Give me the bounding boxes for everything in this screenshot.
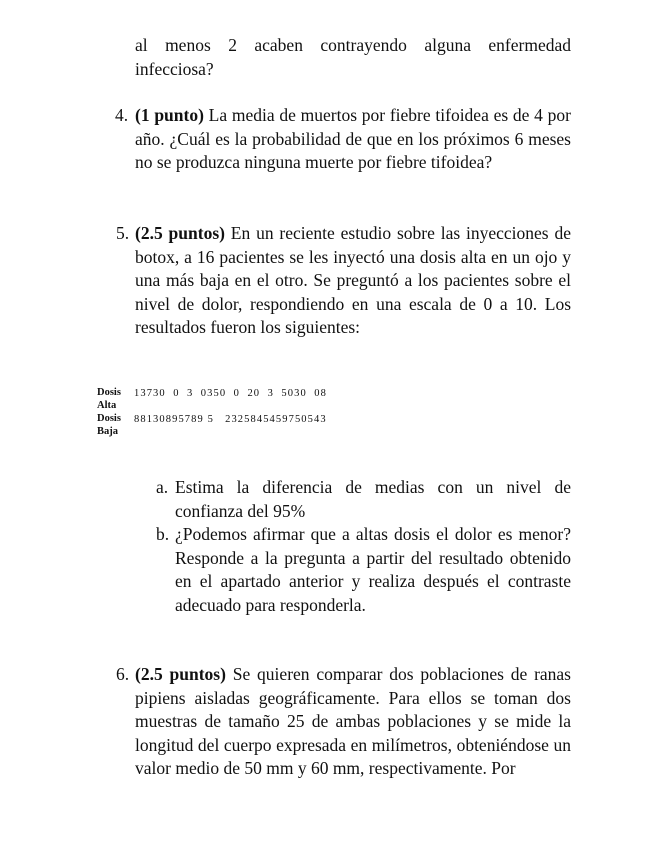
- row-values: 88130895789 5 2325845459750543: [134, 414, 327, 425]
- subquestion-letter: b.: [156, 524, 170, 544]
- question-points: (2.5 puntos): [135, 664, 226, 684]
- subquestion-b: [156, 523, 571, 617]
- question-body: [135, 663, 571, 781]
- table-row: [97, 386, 427, 412]
- row-label: Dosis Alta: [97, 387, 121, 411]
- question-points: (1 punto): [135, 105, 204, 125]
- question-5: [116, 222, 571, 340]
- question-body: [135, 104, 571, 175]
- subquestion-letter: a.: [156, 477, 169, 497]
- question-number: 6.: [116, 664, 130, 684]
- question-points: (2.5 puntos): [135, 223, 225, 243]
- question-body: [135, 222, 571, 340]
- question-6: [116, 663, 571, 781]
- dose-data-table: [97, 386, 427, 438]
- question-number: 5.: [116, 223, 130, 243]
- table-row: [97, 412, 427, 438]
- row-label: Dosis Baja: [97, 413, 121, 437]
- subquestion-a: [156, 476, 571, 523]
- question-number: 4.: [115, 105, 129, 125]
- question-4: [115, 104, 571, 175]
- subquestion-text: ¿Podemos afirmar que a altas dosis el dolor es menor? Responde a la pregunta a partir del resultado obtenido en el apartado anterior y realiza después el contraste adecuado para responderla.: [175, 524, 571, 615]
- question-text: La media de muertos por fiebre tifoidea es de 4 por año. ¿Cuál es la probabilidad de que en los próximos 6 meses no se produzca ninguna muerte por fiebre tifoidea?: [135, 105, 571, 172]
- question-text: Se quieren comparar dos poblaciones de ranas pipiens aisladas geográficamente. Para ellos se toman dos muestras de tamaño 25 de ambas poblaciones y se mide la longitud del cuerpo expresada en milímetros, obteniéndose un valor medio de 50 mm y 60 mm, respectivamente. Por: [135, 664, 571, 778]
- question-text: En un reciente estudio sobre las inyecciones de botox, a 16 pacientes se les inyectó una dosis alta en un ojo y una más baja en el otro. Se preguntó a los pacientes sobre el nivel de dolor, respondiendo en una escala de 0 a 10. Los resultados fueron los siguientes:: [135, 223, 571, 337]
- row-values: 13730 0 3 0350 0 20 3 5030 08: [134, 388, 327, 399]
- subquestion-text: Estima la diferencia de medias con un nivel de confianza del 95%: [175, 477, 571, 521]
- question-fragment: al menos 2 acaben contrayendo alguna enfermedad infecciosa?: [135, 35, 571, 79]
